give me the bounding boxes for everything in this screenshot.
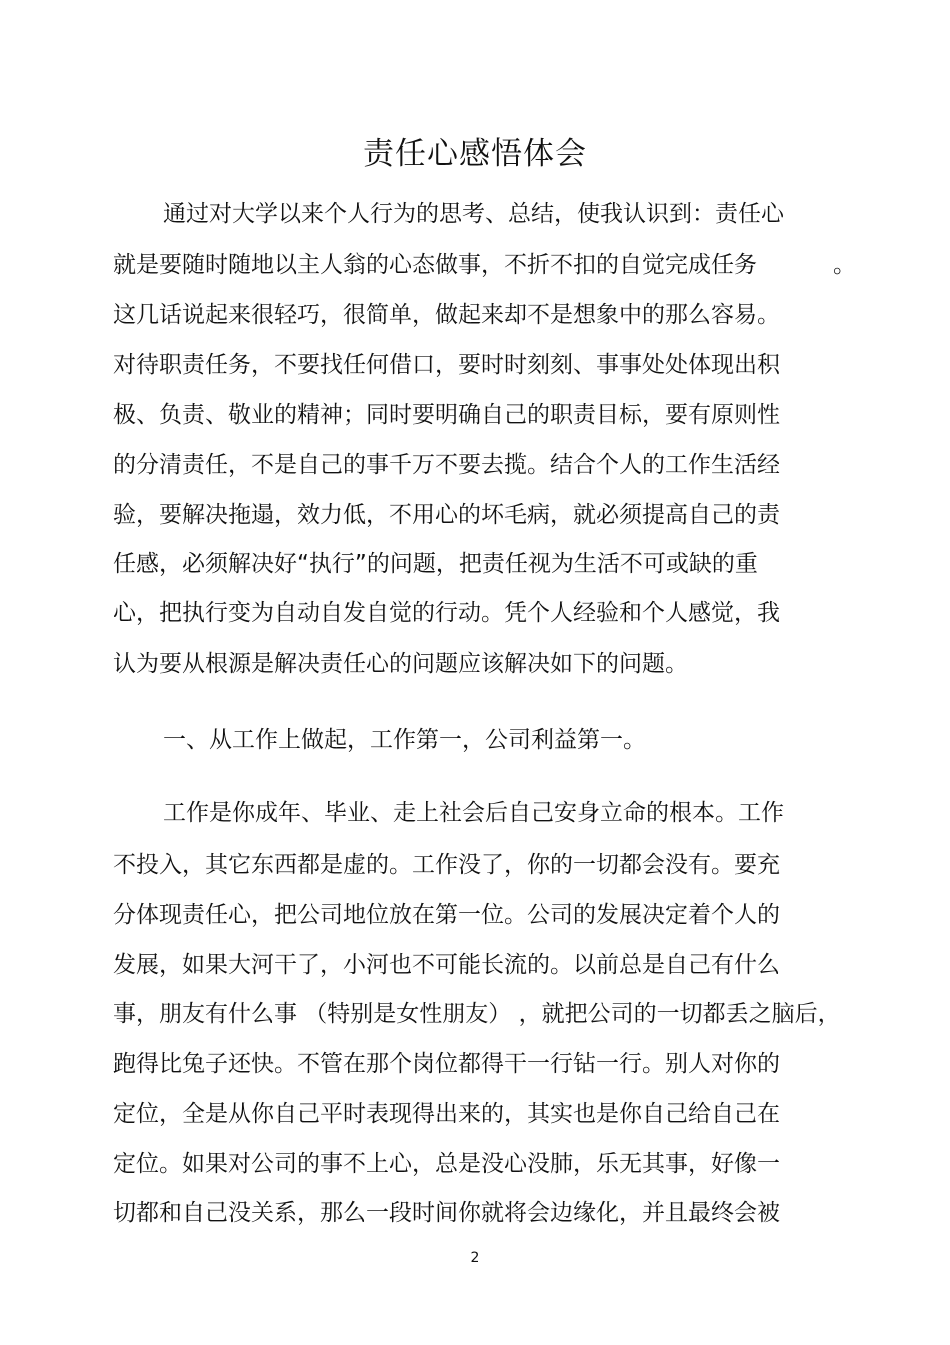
paragraph-line: 就是要随时随地以主人翁的心态做事，不折不扣的自觉完成任务 (113, 252, 757, 278)
paragraph-line: 验，要解决拖遢，效力低，不用心的坏毛病，就必须提高自己的责 (113, 502, 780, 528)
paragraph-line: 事，朋友有什么事 （特别是女性朋友） ，就把公司的一切都丢之脑后， (113, 1001, 841, 1027)
paragraph-line: 心，把执行变为自动自发自觉的行动。凭个人经验和个人感觉，我 (113, 600, 780, 626)
paragraph-line-tail: 。 (833, 252, 856, 278)
paragraph-line: 的分清责任，不是自己的事千万不要去揽。结合个人的工作生活经 (113, 452, 780, 478)
paragraph-line: 发展，如果大河干了，小河也不可能长流的。以前总是自己有什么 (113, 952, 780, 978)
paragraph-line: 对待职责任务，不要找任何借口，要时时刻刻、事事处处体现出积 (113, 352, 780, 378)
paragraph-line: 通过对大学以来个人行为的思考、总结，使我认识到：责任心 (163, 201, 784, 227)
paragraph-line: 极、负责、敬业的精神；同时要明确自己的职责目标，要有原则性 (113, 402, 780, 428)
paragraph-line: 跑得比兔子还快。不管在那个岗位都得干一行钻一行。别人对你的 (113, 1051, 780, 1077)
paragraph-line: 工作是你成年、毕业、走上社会后自己安身立命的根本。工作 (163, 800, 784, 826)
paragraph-line: 任感，必须解决好“执行”的问题，把责任视为生活不可或缺的重 (113, 551, 758, 577)
paragraph-line: 认为要从根源是解决责任心的问题应该解决如下的问题。 (113, 651, 688, 677)
paragraph-line: 定位。如果对公司的事不上心，总是没心没肺，乐无其事，好像一 (113, 1151, 780, 1177)
paragraph-line: 切都和自己没关系，那么一段时间你就将会边缘化，并且最终会被 (113, 1200, 780, 1226)
paragraph-line: 分体现责任心，把公司地位放在第一位。公司的发展决定着个人的 (113, 902, 780, 928)
page-number: 2 (470, 1250, 480, 1266)
document-title: 责任心感悟体会 (363, 136, 587, 172)
section-heading: 一、从工作上做起，工作第一，公司利益第一。 (163, 727, 646, 753)
paragraph-line: 这几话说起来很轻巧，很简单，做起来却不是想象中的那么容易。 (113, 302, 780, 328)
paragraph-line: 定位，全是从你自己平时表现得出来的，其实也是你自己给自己在 (113, 1101, 780, 1127)
paragraph-line: 不投入，其它东西都是虚的。工作没了，你的一切都会没有。要充 (113, 852, 780, 878)
